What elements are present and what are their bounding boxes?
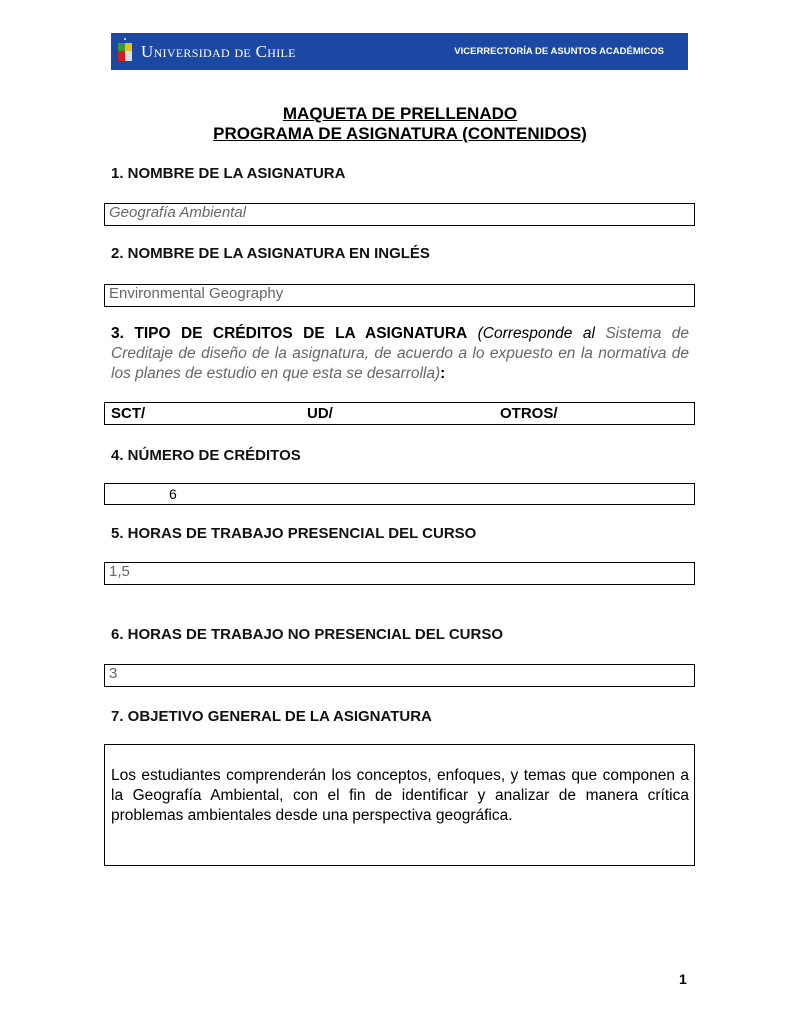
section-1-heading: 1. NOMBRE DE LA ASIGNATURA bbox=[111, 165, 346, 182]
note-intro: (Corresponde al bbox=[477, 325, 595, 342]
page-number: 1 bbox=[679, 971, 687, 987]
department-name: VICERRECTORÍA DE ASUNTOS ACADÉMICOS bbox=[454, 46, 664, 57]
presential-hours-field[interactable]: 1,5 bbox=[104, 562, 695, 585]
credits-field[interactable]: 6 bbox=[104, 483, 695, 505]
university-name: Universidad de Chile bbox=[141, 42, 296, 61]
ud-field[interactable]: UD/ bbox=[307, 405, 333, 422]
note-text: Sistema de Creditaje de diseño de la asignatura, de acuerdo a lo expuesto en la normativa de los planes de estudio en que esta se desarrolla) bbox=[111, 325, 689, 382]
section-5-heading: 5. HORAS DE TRABAJO PRESENCIAL DEL CURSO bbox=[111, 525, 477, 542]
section-4-heading: 4. NÚMERO DE CRÉDITOS bbox=[111, 447, 301, 464]
otros-field[interactable]: OTROS/ bbox=[500, 405, 558, 422]
general-objective-field[interactable]: Los estudiantes comprenderán los conceptos, enfoques, y temas que componen a la Geografía Ambiental, con el fin de identificar y analizar de manera crítica problemas ambientales desde una perspectiva geográfica. bbox=[104, 744, 695, 866]
header-banner bbox=[111, 33, 688, 70]
course-name-field[interactable]: Geografía Ambiental bbox=[104, 203, 695, 226]
university-logo-icon bbox=[117, 37, 133, 67]
section-3-title: 3. TIPO DE CRÉDITOS DE LA ASIGNATURA bbox=[111, 325, 468, 342]
section-6-heading: 6. HORAS DE TRABAJO NO PRESENCIAL DEL CURSO bbox=[111, 626, 503, 643]
sct-field[interactable]: SCT/ bbox=[111, 405, 146, 422]
nonpresential-hours-field[interactable]: 3 bbox=[104, 664, 695, 687]
section-7-heading: 7. OBJETIVO GENERAL DE LA ASIGNATURA bbox=[111, 708, 432, 725]
section-2-heading: 2. NOMBRE DE LA ASIGNATURA EN INGLÉS bbox=[111, 245, 430, 262]
section-3-heading bbox=[111, 324, 689, 384]
doc-title: MAQUETA DE PRELLENADO bbox=[282, 104, 518, 123]
english-name-field[interactable]: Environmental Geography bbox=[104, 284, 695, 307]
colon: : bbox=[440, 365, 446, 382]
doc-subtitle: PROGRAMA DE ASIGNATURA (CONTENIDOS) bbox=[213, 124, 587, 143]
credit-type-row bbox=[104, 402, 695, 425]
